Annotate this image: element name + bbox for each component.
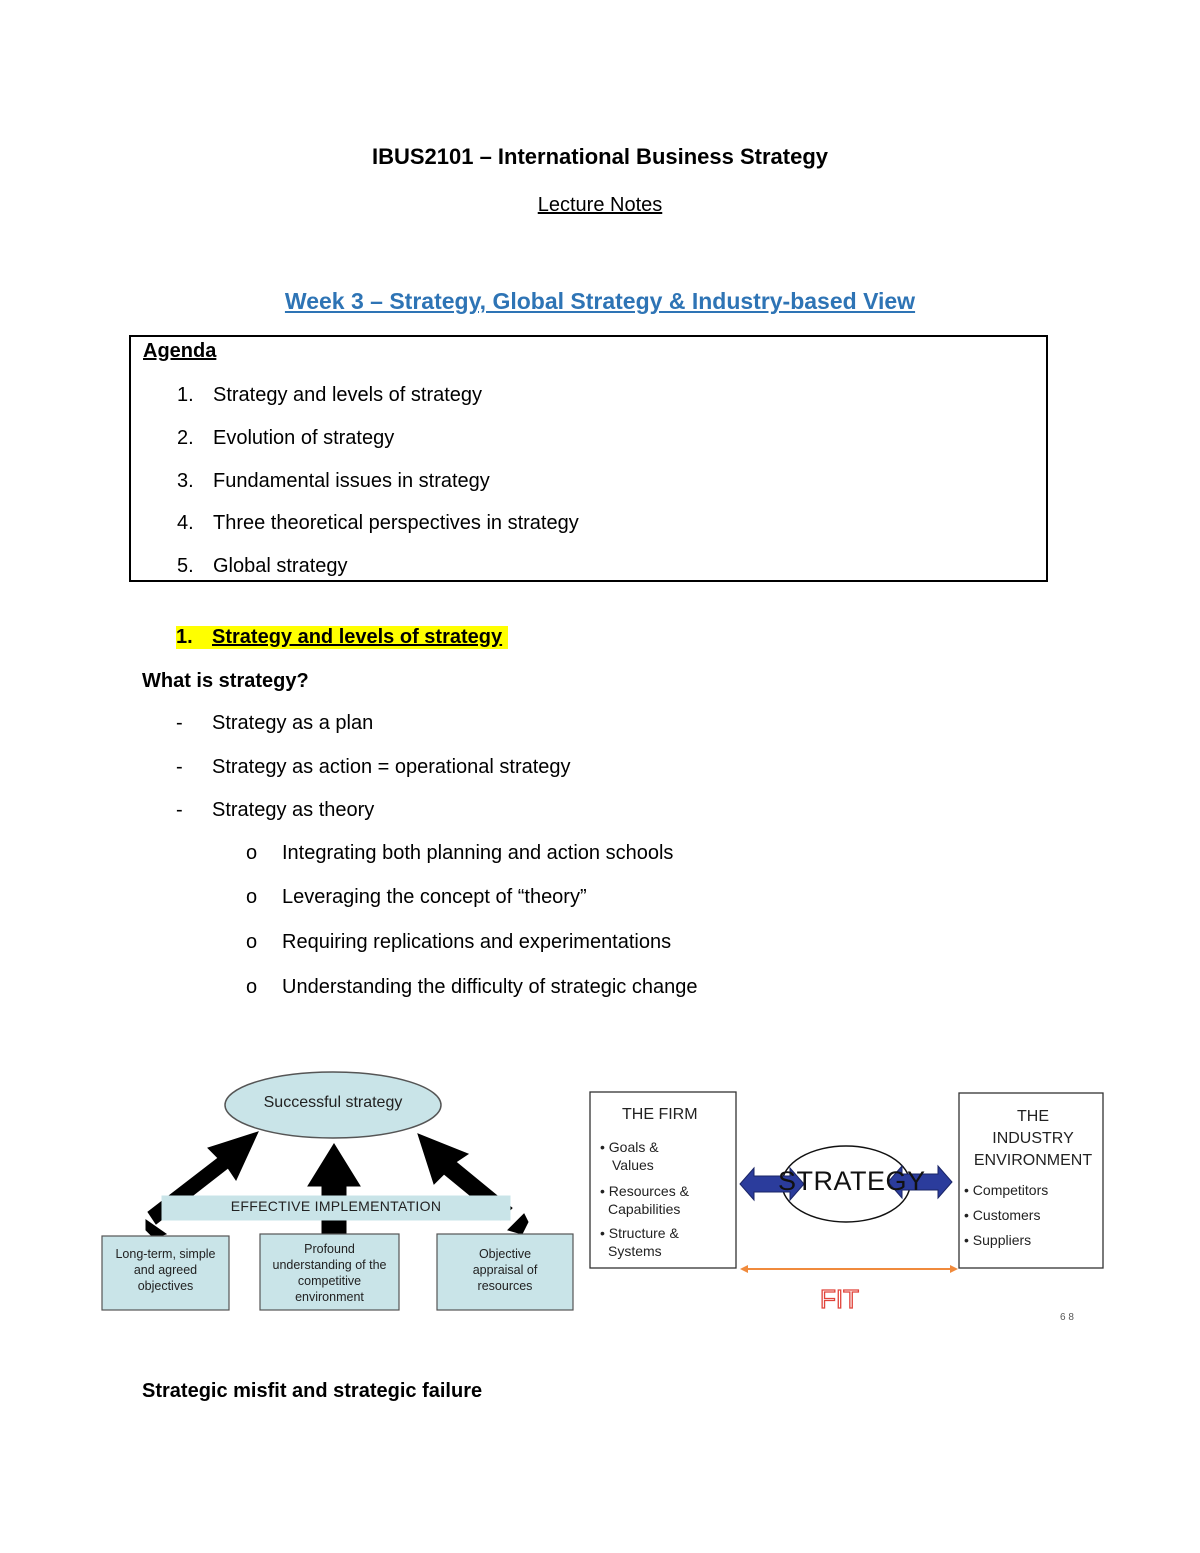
box-line: Long-term, simple <box>115 1247 216 1261</box>
section-heading <box>176 626 508 649</box>
box-line: and agreed <box>133 1263 198 1277</box>
agenda-item <box>177 512 579 535</box>
diagram-arrows <box>146 1132 528 1238</box>
bullet-text: Strategy as theory <box>212 799 375 821</box>
box-line: environment <box>295 1290 364 1304</box>
box-line: appraisal of <box>472 1263 538 1277</box>
section-number: 1. <box>176 626 193 648</box>
sub-bullet-mark: o <box>246 931 258 953</box>
environment-item: • Customers <box>964 1207 1041 1223</box>
agenda-item-text: Three theoretical perspectives in strategy <box>213 512 579 534</box>
firm-title: THE FIRM <box>622 1106 698 1123</box>
firm-item: • Goals & <box>600 1139 659 1155</box>
arrow-head-lower-right <box>508 1214 528 1234</box>
agenda-item-number: 4. <box>177 512 194 534</box>
sub-bullet-mark: o <box>246 842 258 864</box>
bullet-item <box>176 712 373 735</box>
agenda-item-text: Global strategy <box>213 555 348 577</box>
box-line: understanding of the <box>272 1258 387 1272</box>
fit-line-head-right <box>950 1265 958 1273</box>
firm-item: Systems <box>608 1243 662 1259</box>
sub-bullet-item <box>246 842 673 865</box>
bullet-text: Strategy as a plan <box>212 712 374 734</box>
effective-implementation-label: EFFECTIVE IMPLEMENTATION <box>230 1198 442 1214</box>
fit-label: FIT <box>820 1284 859 1314</box>
environment-item: • Competitors <box>964 1182 1049 1198</box>
successful-strategy-label: Successful strategy <box>263 1094 403 1111</box>
sub-bullet-text: Requiring replications and experimentations <box>282 931 672 953</box>
sub-bullet-mark: o <box>246 976 258 998</box>
question-heading: What is strategy? <box>142 670 309 692</box>
slide-page-mark: 6 8 <box>1060 1312 1074 1323</box>
agenda-item-text: Strategy and levels of strategy <box>213 384 483 406</box>
document-subtitle: Lecture Notes <box>537 194 663 216</box>
env-title-line: THE <box>1017 1108 1049 1125</box>
sub-bullet-text: Leveraging the concept of “theory” <box>282 886 587 908</box>
box-line: objectives <box>137 1279 194 1293</box>
industry-environment-title <box>962 1106 1104 1172</box>
strategy-fit-diagram <box>584 1062 1110 1324</box>
env-title-line: INDUSTRY <box>992 1130 1074 1147</box>
agenda-box <box>129 335 1048 582</box>
document-title: IBUS2101 – International Business Strategy <box>371 144 829 169</box>
bullet-mark: - <box>176 799 183 821</box>
agenda-item-number: 5. <box>177 555 194 577</box>
box-line: competitive <box>297 1274 362 1288</box>
bullet-item <box>176 756 571 779</box>
box-line: resources <box>477 1279 533 1293</box>
environment-item: • Suppliers <box>964 1232 1032 1248</box>
bullet-item <box>176 799 374 822</box>
successful-strategy-diagram <box>96 1062 580 1320</box>
firm-item: • Structure & <box>600 1225 679 1241</box>
sub-bullet-text: Understanding the difficulty of strategic change <box>282 976 698 998</box>
sub-bullet-item <box>246 976 697 999</box>
agenda-item-text: Fundamental issues in strategy <box>213 470 490 492</box>
agenda-item-text: Evolution of strategy <box>213 427 395 449</box>
env-title-line: ENVIRONMENT <box>973 1152 1093 1169</box>
bullet-mark: - <box>176 712 183 734</box>
firm-item: Capabilities <box>608 1201 681 1217</box>
agenda-item <box>177 384 482 407</box>
agenda-item <box>177 555 348 578</box>
agenda-item <box>177 470 490 493</box>
sub-bullet-item <box>246 886 587 909</box>
strategy-label: STRATEGY <box>778 1166 926 1196</box>
agenda-item-number: 1. <box>177 384 194 406</box>
resources-box-label <box>437 1246 573 1294</box>
agenda-item-number: 2. <box>177 427 194 449</box>
week-heading: Week 3 – Strategy, Global Strategy & Industry-based View <box>284 288 916 314</box>
agenda-item <box>177 427 394 450</box>
box-line: Objective <box>478 1247 532 1261</box>
agenda-item-number: 3. <box>177 470 194 492</box>
sub-bullet-mark: o <box>246 886 258 908</box>
box-line: Profound <box>304 1242 355 1256</box>
bullet-mark: - <box>176 756 183 778</box>
arrow-center <box>308 1144 360 1237</box>
sub-bullet-item <box>246 931 671 954</box>
firm-item: Values <box>612 1157 654 1173</box>
fit-line-head-left <box>740 1265 748 1273</box>
section-title: Strategy and levels of strategy <box>212 626 503 648</box>
misfit-heading: Strategic misfit and strategic failure <box>142 1380 483 1402</box>
firm-item: • Resources & <box>600 1183 689 1199</box>
environment-box-label <box>260 1241 399 1305</box>
objectives-box-label <box>102 1246 229 1294</box>
agenda-heading: Agenda <box>143 340 217 362</box>
sub-bullet-text: Integrating both planning and action schools <box>282 842 674 864</box>
bullet-text: Strategy as action = operational strategy <box>212 756 571 778</box>
